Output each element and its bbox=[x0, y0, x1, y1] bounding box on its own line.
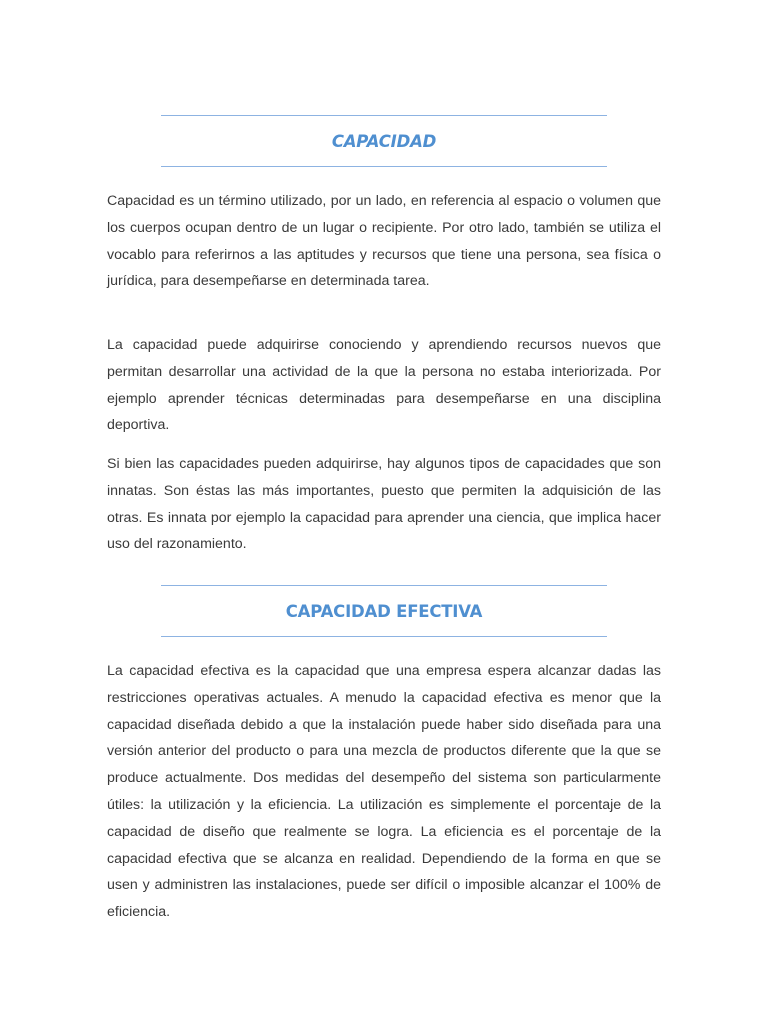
paragraph: La capacidad puede adquirirse conociendo y aprendiendo recursos nuevos que permitan desarrollar una actividad de la que la persona no estaba interiorizada. Por ejemplo aprender técnicas determinadas para desempeñarse en una disciplina deportiva. bbox=[107, 337, 661, 434]
heading-bottom-rule bbox=[161, 636, 607, 637]
section-title: CAPACIDAD EFECTIVA bbox=[285, 602, 483, 621]
paragraph: Si bien las capacidades pueden adquirirse, hay algunos tipos de capacidades que son innatas. Son éstas las más importantes, puesto que permiten la adquisición de las otras. Es innata por ejemplo la capacidad para aprender una ciencia, que implica hacer uso del razonamiento. bbox=[107, 456, 661, 553]
heading-top-rule bbox=[161, 115, 607, 116]
section-heading-capacidad bbox=[161, 115, 607, 167]
paragraph: Capacidad es un término utilizado, por un lado, en referencia al espacio o volumen que los cuerpos ocupan dentro de un lugar o recipiente. Por otro lado, también se utiliza el vocablo para referirnos a las aptitudes y recursos que tiene una persona, sea física o jurídica, para desempeñarse en determinada tarea. bbox=[107, 193, 661, 290]
paragraph: La capacidad efectiva es la capacidad que una empresa espera alcanzar dadas las restricciones operativas actuales. A menudo la capacidad efectiva es menor que la capacidad diseñada debido a que la instalación puede haber sido diseñada para una versión anterior del producto o para una mezcla de productos diferente que la que se produce actualmente. Dos medidas del desempeño del sistema son particularmente útiles: la utilización y la eficiencia. La utilización es simplemente el porcentaje de la capacidad de diseño que realmente se logra. La eficiencia es el porcentaje de la capacidad efectiva que se alcanza en realidad. Dependiendo de la forma en que se usen y administren las instalaciones, puede ser difícil o imposible alcanzar el 100% de eficiencia. bbox=[107, 663, 661, 921]
section-heading-capacidad-efectiva bbox=[161, 585, 607, 637]
heading-bottom-rule bbox=[161, 166, 607, 167]
section-title: CAPACIDAD bbox=[331, 132, 437, 151]
heading-top-rule bbox=[161, 585, 607, 586]
